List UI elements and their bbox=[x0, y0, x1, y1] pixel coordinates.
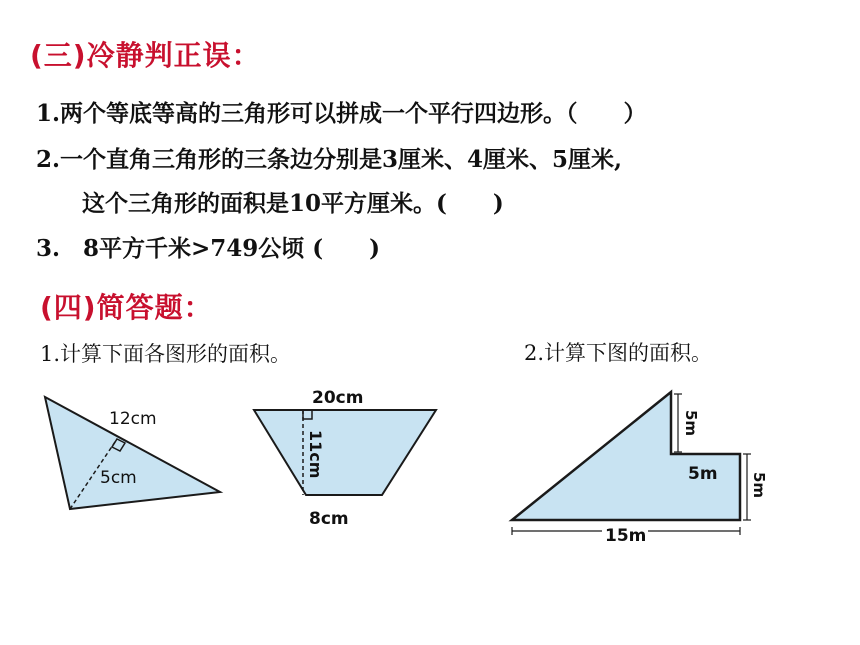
composite-right-label: 5m bbox=[750, 472, 768, 499]
triangle-height-label: 5cm bbox=[100, 468, 137, 488]
trapezoid-bottom-label: 8cm bbox=[309, 509, 349, 529]
composite-shape bbox=[512, 392, 740, 520]
question-4-1: 1.计算下面各图形的面积。 bbox=[40, 342, 292, 366]
composite-figure bbox=[508, 388, 770, 548]
trapezoid-figure bbox=[252, 384, 440, 530]
trapezoid-top-label: 20cm bbox=[312, 388, 364, 408]
composite-step-label: 5m bbox=[688, 464, 718, 484]
section4-title: (四)简答题： bbox=[40, 291, 213, 324]
trapezoid-height-label: 11cm bbox=[306, 430, 325, 479]
question-3-2-line2: 这个三角形的面积是10平方厘米。( ) bbox=[82, 190, 504, 217]
question-3-3: 3. 8平方千米>749公顷 ( ) bbox=[36, 235, 381, 262]
question-3-1: 1.两个等底等高的三角形可以拼成一个平行四边形。（ ） bbox=[36, 100, 647, 127]
section3-title: (三)冷静判正误： bbox=[30, 39, 261, 72]
composite-base-label: 15m bbox=[605, 526, 647, 546]
triangle-base-label: 12cm bbox=[109, 409, 157, 429]
trapezoid-shape bbox=[254, 410, 436, 495]
triangle-figure bbox=[40, 392, 225, 514]
question-4-2: 2.计算下图的面积。 bbox=[524, 341, 713, 365]
composite-top-label: 5m bbox=[682, 410, 700, 437]
question-3-2-line1: 2.一个直角三角形的三条边分别是3厘米、4厘米、5厘米, bbox=[36, 146, 623, 173]
